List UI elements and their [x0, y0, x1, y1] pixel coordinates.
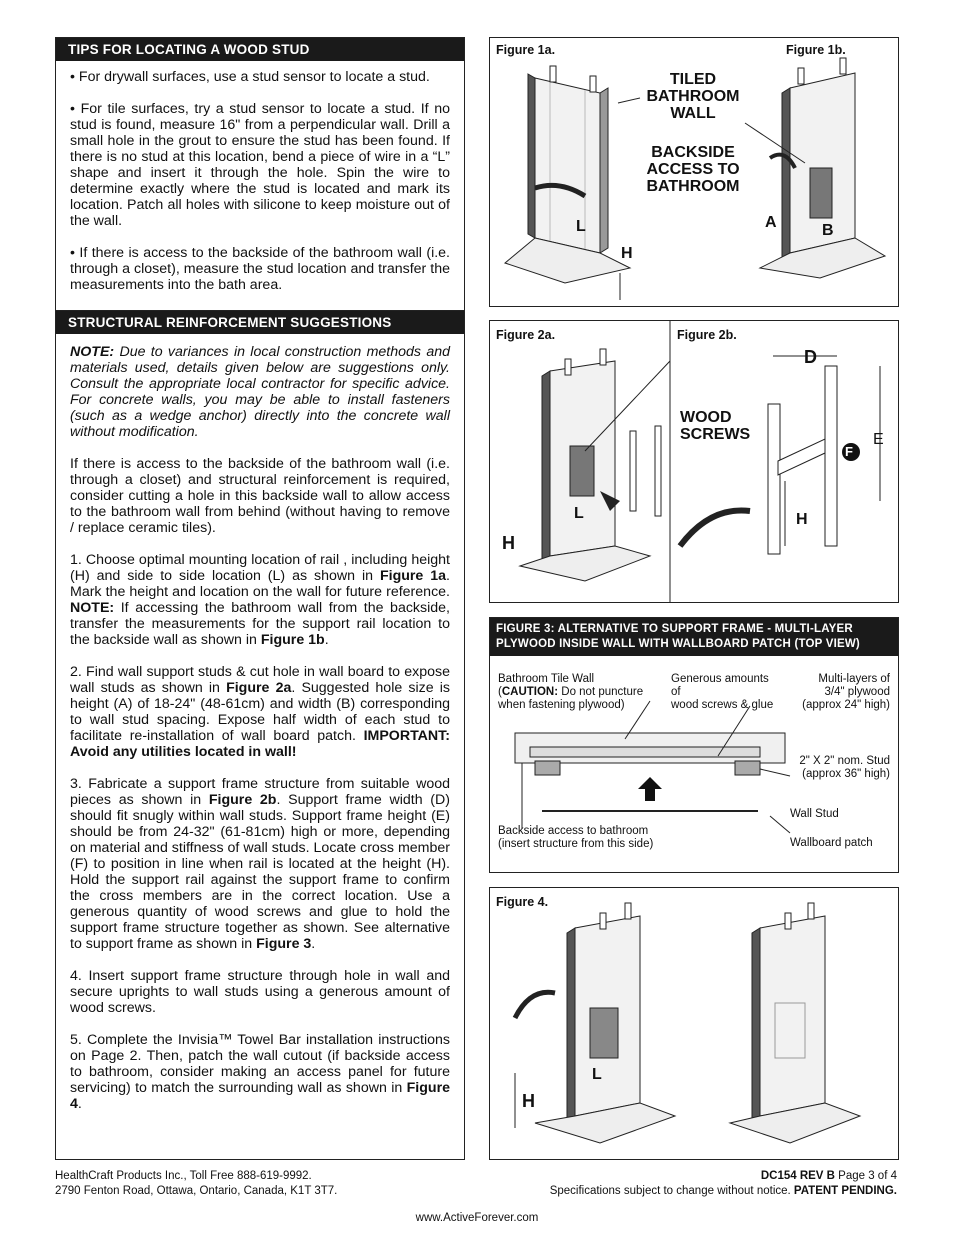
dim-B: B	[822, 222, 834, 239]
structural-panel	[55, 310, 465, 1160]
figure-1b-label: Figure 1b.	[786, 43, 846, 57]
structural-heading: STRUCTURAL REINFORCEMENT SUGGESTIONS	[56, 311, 464, 334]
step-4: 4. Insert support frame structure through hole in wall and secure uprights to wall studs using a generous amount of wood screws.	[70, 968, 450, 1016]
figure-2a-label: Figure 2a.	[496, 328, 556, 342]
figure-1a-label: Figure 1a.	[496, 43, 556, 57]
footer-url[interactable]: www.ActiveForever.com	[415, 1212, 539, 1224]
step-5: 5. Complete the Invisia™ Towel Bar installation instructions on Page 2. Then, patch the wall cutout (if backside access to bathroom, consider making an access panel for future servicing) to match the surrounding wall as shown in Figure 4.	[70, 1032, 450, 1112]
tips-backside: • If there is access to the backside of the bathroom wall (i.e. through a closet), measure the stud location and transfer the measurements into the bath area.	[70, 245, 450, 293]
wallboard-patch-label: Wallboard patch	[790, 837, 873, 849]
figure-1	[489, 37, 899, 307]
tips-drywall: • For drywall surfaces, use a stud sensor to locate a stud.	[70, 69, 430, 85]
dim-E: E	[873, 431, 884, 448]
tips-tile: • For tile surfaces, try a stud sensor to locate a stud. If no stud is found, measure 16" from a perpendicular wall. Drill a small hole in the grout to ensure the stud has been found. If there is no stud at this location, bend a piece of wire in a “L” shape and insert it through the hole. Spin the wire to determine exactly where the stud is located and mark its location. Patch all holes with silicone to keep moisture out of the wall.	[70, 101, 450, 229]
stud-size-label: 2" X 2" nom. Stud (approx 36" high)	[799, 755, 890, 780]
figure-3-heading: FIGURE 3: ALTERNATIVE TO SUPPORT FRAME - MULTI-LAYER PLYWOOD INSIDE WALL WITH WALLBOARD PATCH (TOP VIEW)	[490, 618, 898, 656]
dim-L-4: L	[592, 1066, 602, 1083]
wall-stud-label: Wall Stud	[790, 808, 839, 820]
tile-wall-label: Bathroom Tile Wall (CAUTION: Do not puncture when fastening plywood)	[498, 673, 644, 711]
figure-4	[489, 887, 899, 1160]
backside-access-label: Backside access to bathroom (insert structure from this side)	[498, 825, 654, 850]
dim-F: F	[845, 444, 853, 459]
step-3: 3. Fabricate a support frame structure from suitable wood pieces as shown in Figure 2b. Support frame width (D) should fit snugly within wall studs. Support frame height (E) should be from 24-32" (61-81cm) high or more, depending on material and stiffness of wall studs. Locate cross member (F) to position in line when rail is located at the height (H). Hold the support rail against the support frame to confirm the cross members are in the correct location. Use a generous quantity of wood screws and glue to hold the support frame structure together as shown. See alternative to support frame as shown in Figure 3.	[70, 776, 450, 952]
step-1: 1. Choose optimal mounting location of rail , including height (H) and side to side location (L) as shown in Figure 1a. Mark the height and location on the wall for future reference. NOTE: If accessing the bathroom wall from the backside, transfer the measurements for the support rail location to the backside wall as shown in Figure 1b.	[70, 552, 450, 648]
dim-L: L	[576, 218, 586, 235]
screws-glue-label: Generous amounts of wood screws & glue	[671, 673, 774, 711]
figure-2-illustration	[490, 321, 898, 602]
tips-heading: TIPS FOR LOCATING A WOOD STUD	[56, 38, 464, 61]
plywood-label: Multi-layers of 3/4" plywood (approx 24" high)	[802, 673, 890, 711]
structural-intro: If there is access to the backside of the bathroom wall (i.e. through a closet) and structural reinforcement is required, consider cutting a hole in this backside wall to allow access to the bathroom wall from behind (without having to remove / replace ceramic tiles).	[70, 456, 450, 536]
figure-3	[489, 617, 899, 873]
dim-A: A	[765, 214, 777, 231]
figure-4-label: Figure 4.	[496, 895, 549, 909]
step-2: 2. Find wall support studs & cut hole in wall board to expose wall studs as shown in Figure 2a. Suggested hole size is height (A) of 18-24" (48-61cm) and width (B) corresponding to wall stud spacing. Expose half width of each stud to facilitate re-installation of wall board patch. IMPORTANT: Avoid any utilities located in wall!	[70, 664, 450, 760]
structural-note: NOTE: Due to variances in local construction methods and materials used, details given below are suggestions only. Consult the appropriate local contractor for specific advice. For concrete walls, you may be able to install fasteners (such as a wedge anchor) directly into the concrete wall without modification.	[70, 344, 450, 440]
tiled-wall-callout: TILED BATHROOM WALL	[646, 71, 740, 122]
figure-4-illustration	[490, 888, 898, 1159]
dim-D: D	[804, 347, 817, 367]
wood-screws-callout: WOOD SCREWS	[680, 409, 751, 443]
footer-docinfo: DC154 REV B Page 3 of 4 Specifications subject to change without notice. PATENT PENDING.	[549, 1170, 897, 1197]
dim-H-4: H	[522, 1091, 535, 1111]
dim-H-2b: H	[796, 511, 808, 528]
figure-2b-label: Figure 2b.	[677, 328, 737, 342]
figure-2	[489, 320, 899, 603]
dim-H-2a: H	[502, 533, 515, 553]
backside-access-callout: BACKSIDE ACCESS TO BATHROOM	[646, 144, 740, 195]
footer-company: HealthCraft Products Inc., Toll Free 888-619-9992. 2790 Fenton Road, Ottawa, Ontario, Canada, K1T 3T7.	[55, 1170, 338, 1197]
tips-panel	[55, 37, 465, 311]
dim-L-2a: L	[574, 505, 584, 522]
dim-H: H	[621, 245, 633, 262]
